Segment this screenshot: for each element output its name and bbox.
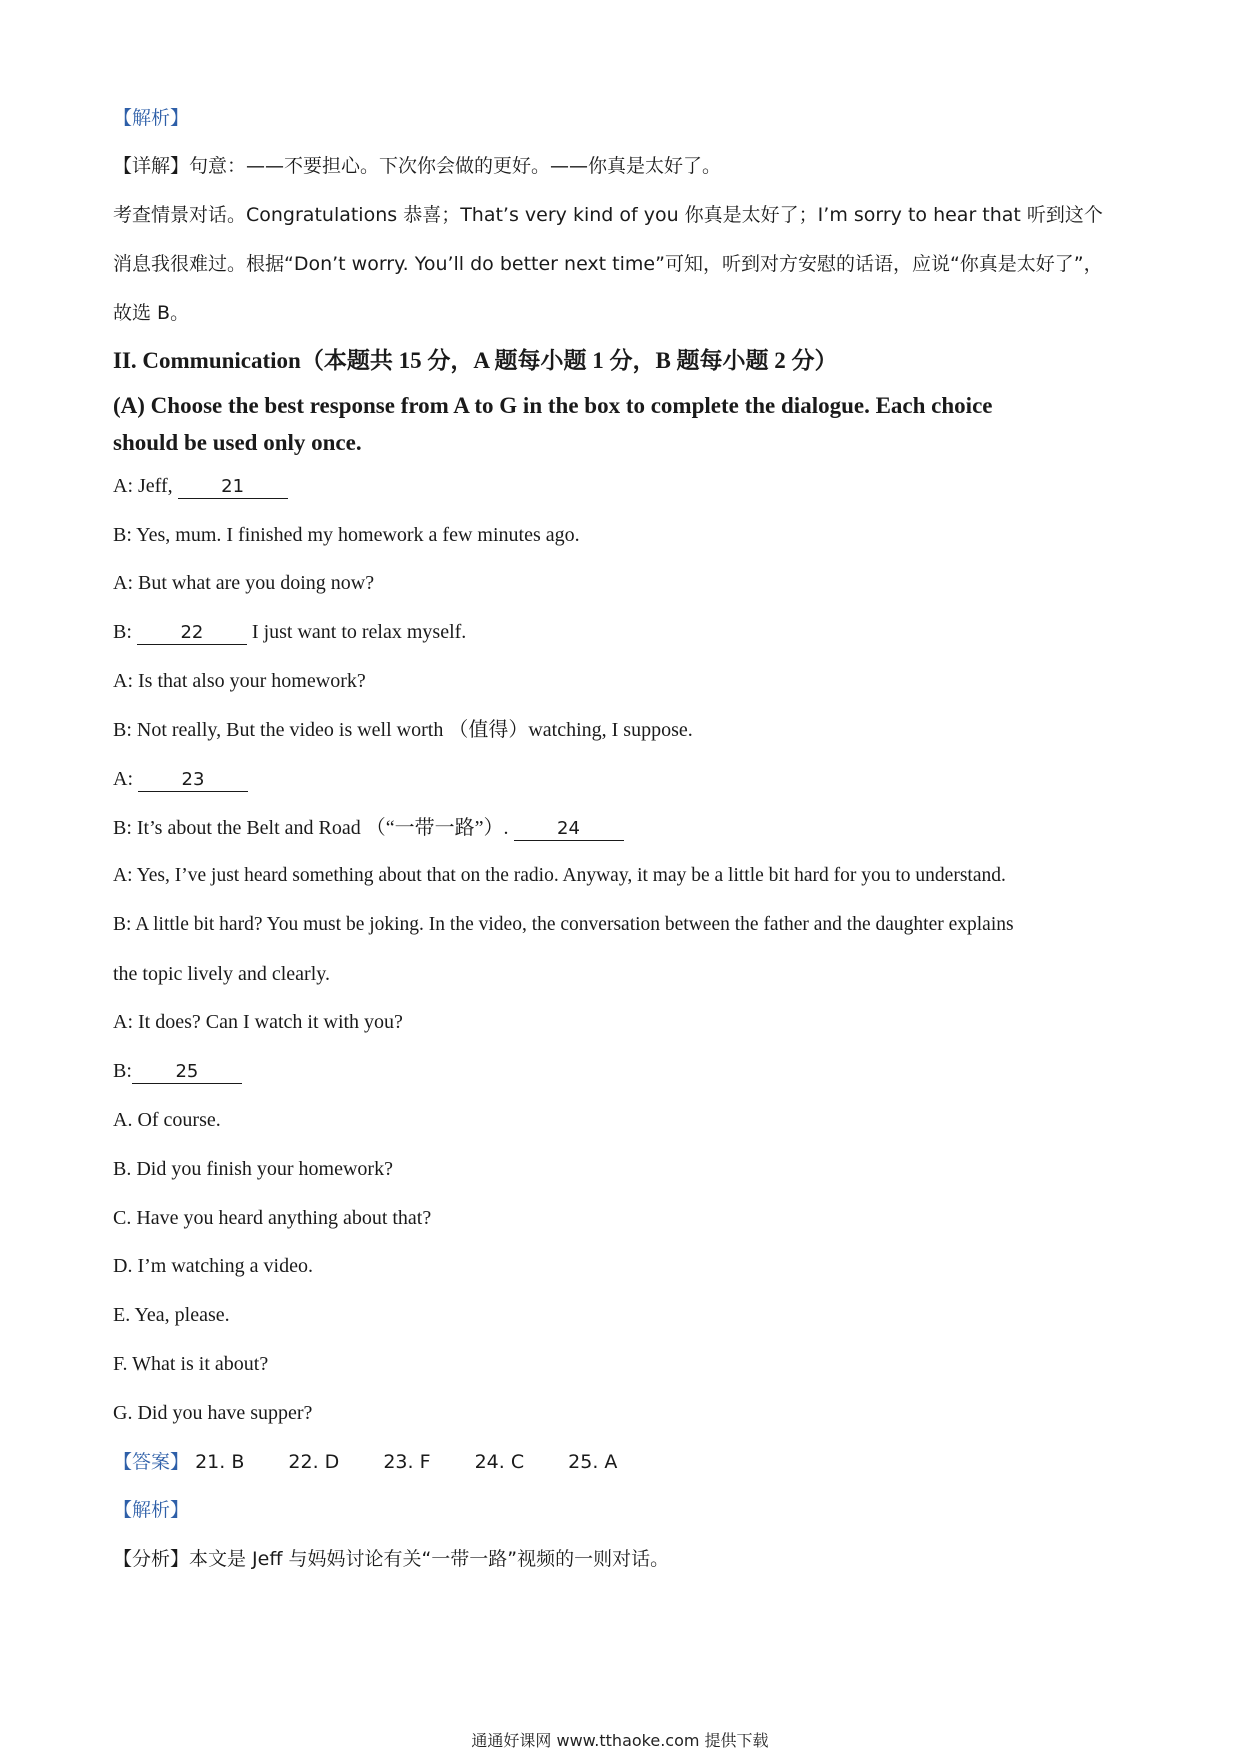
dialogue-line-10: B: A little bit hard? You must be joking. In the video, the conversation between the father and the daughter explains bbox=[113, 914, 1014, 935]
dialogue-line-5: A: Is that also your homework? bbox=[113, 670, 366, 692]
dialogue-line-11: the topic lively and clearly. bbox=[113, 963, 330, 985]
dialogue-text: I just want to relax myself. bbox=[246, 621, 467, 643]
answer-item: 22. D bbox=[288, 1451, 340, 1473]
option-d: D. I’m watching a video. bbox=[113, 1255, 313, 1277]
explanation-line-1: 考查情景对话。Congratulations 恭喜；That’s very kind of you 你真是太好了；I’m sorry to hear that 听到这个 bbox=[113, 204, 1103, 226]
dialogue-text: A: Jeff, bbox=[113, 475, 178, 497]
answer-blank-21: 21 bbox=[178, 476, 288, 499]
answer-blank-24: 24 bbox=[514, 818, 624, 841]
dialogue-line-1 bbox=[113, 472, 288, 500]
answer-item: 25. A bbox=[568, 1451, 618, 1473]
dialogue-line-9: A: Yes, I’ve just heard something about that on the radio. Anyway, it may be a little bit hard for you to understand. bbox=[113, 865, 1006, 886]
dialogue-text: B: bbox=[113, 621, 137, 643]
option-e: E. Yea, please. bbox=[113, 1304, 230, 1326]
dialogue-line-6: B: Not really, But the video is well worth （值得）watching, I suppose. bbox=[113, 719, 693, 741]
dialogue-line-3: A: But what are you doing now? bbox=[113, 572, 375, 594]
dialogue-text: B: It’s about the Belt and Road （“一带一路”）. bbox=[113, 817, 514, 839]
detail-line: 【详解】句意：——不要担心。下次你会做的更好。——你真是太好了。 bbox=[113, 155, 722, 177]
dialogue-text: B: bbox=[113, 1060, 132, 1082]
jiexi-label: 【解析】 bbox=[113, 107, 190, 129]
answer-line bbox=[113, 1448, 655, 1476]
instruction-line-2: should be used only once. bbox=[113, 430, 362, 455]
analysis-line: 【分析】本文是 Jeff 与妈妈讨论有关“一带一路”视频的一则对话。 bbox=[113, 1548, 670, 1570]
answer-item: 23. F bbox=[383, 1451, 431, 1473]
page-footer: 通通好课网 www.tthaoke.com 提供下载 bbox=[471, 1731, 769, 1750]
dialogue-line-8 bbox=[113, 814, 624, 842]
dialogue-text: A: bbox=[113, 768, 138, 790]
answer-blank-23: 23 bbox=[138, 769, 248, 792]
section-heading: II. Communication（本题共 15 分，A 题每小题 1 分，B 题每小题 2 分） bbox=[113, 348, 838, 373]
dialogue-line-4 bbox=[113, 618, 466, 646]
dialogue-line-2: B: Yes, mum. I finished my homework a few minutes ago. bbox=[113, 524, 580, 546]
option-a: A. Of course. bbox=[113, 1109, 221, 1131]
answer-item: 24. C bbox=[474, 1451, 525, 1473]
jiexi-label: 【解析】 bbox=[113, 1499, 190, 1521]
answer-label: 【答案】 bbox=[113, 1451, 190, 1473]
option-c: C. Have you heard anything about that? bbox=[113, 1207, 432, 1229]
answer-item: 21. B bbox=[195, 1451, 245, 1473]
answer-blank-22: 22 bbox=[137, 622, 247, 645]
dialogue-line-13 bbox=[113, 1057, 242, 1085]
explanation-line-2: 消息我很难过。根据“Don’t worry. You’ll do better next time”可知，听到对方安慰的话语，应说“你真是太好了”， bbox=[113, 253, 1103, 275]
explanation-line-3: 故选 B。 bbox=[113, 302, 190, 324]
dialogue-line-12: A: It does? Can I watch it with you? bbox=[113, 1011, 403, 1033]
option-f: F. What is it about? bbox=[113, 1353, 269, 1375]
instruction-line-1: (A) Choose the best response from A to G in the box to complete the dialogue. Each choice bbox=[113, 393, 993, 418]
option-b: B. Did you finish your homework? bbox=[113, 1158, 393, 1180]
dialogue-line-7 bbox=[113, 765, 248, 793]
option-g: G. Did you have supper? bbox=[113, 1402, 313, 1424]
answer-blank-25: 25 bbox=[132, 1061, 242, 1084]
